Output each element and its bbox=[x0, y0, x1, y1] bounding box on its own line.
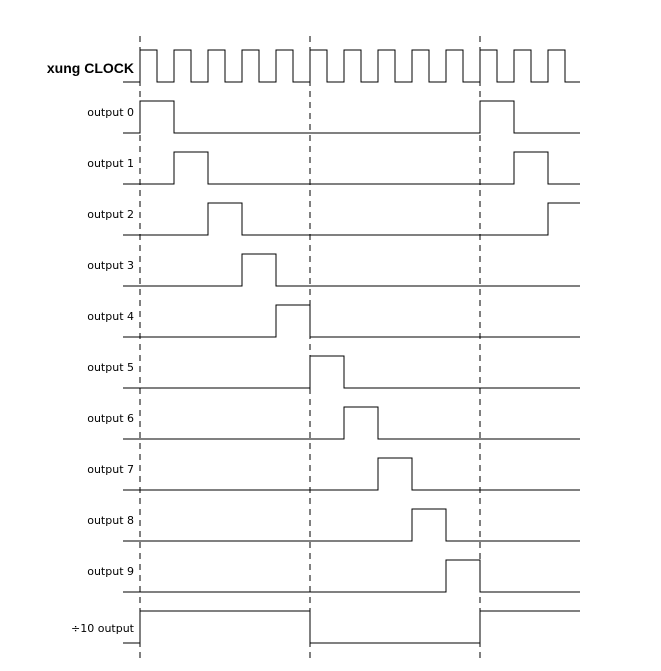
output-5-label: output 5 bbox=[87, 361, 134, 374]
output-7-label: output 7 bbox=[87, 463, 134, 476]
clock-waveform bbox=[123, 50, 580, 82]
output-7-waveform bbox=[123, 458, 580, 490]
output-1-waveform bbox=[123, 152, 580, 184]
divide-by-10-label: ÷10 output bbox=[71, 622, 134, 635]
output-8-label: output 8 bbox=[87, 514, 134, 527]
output-4-waveform bbox=[123, 305, 580, 337]
output-5-waveform bbox=[123, 356, 580, 388]
output-4-label: output 4 bbox=[87, 310, 134, 323]
marker-lines bbox=[140, 36, 480, 662]
output-8-waveform bbox=[123, 509, 580, 541]
signal-labels bbox=[47, 60, 135, 635]
output-3-waveform bbox=[123, 254, 580, 286]
divide-by-10-waveform bbox=[123, 611, 580, 643]
output-6-label: output 6 bbox=[87, 412, 134, 425]
output-2-label: output 2 bbox=[87, 208, 134, 221]
output-0-waveform bbox=[123, 101, 580, 133]
output-9-label: output 9 bbox=[87, 565, 134, 578]
output-0-label: output 0 bbox=[87, 106, 134, 119]
output-9-waveform bbox=[123, 560, 580, 592]
output-3-label: output 3 bbox=[87, 259, 134, 272]
output-2-waveform bbox=[123, 203, 580, 235]
output-1-label: output 1 bbox=[87, 157, 134, 170]
output-6-waveform bbox=[123, 407, 580, 439]
signal-waveforms bbox=[123, 50, 580, 643]
clock-label: xung CLOCK bbox=[46, 60, 134, 76]
